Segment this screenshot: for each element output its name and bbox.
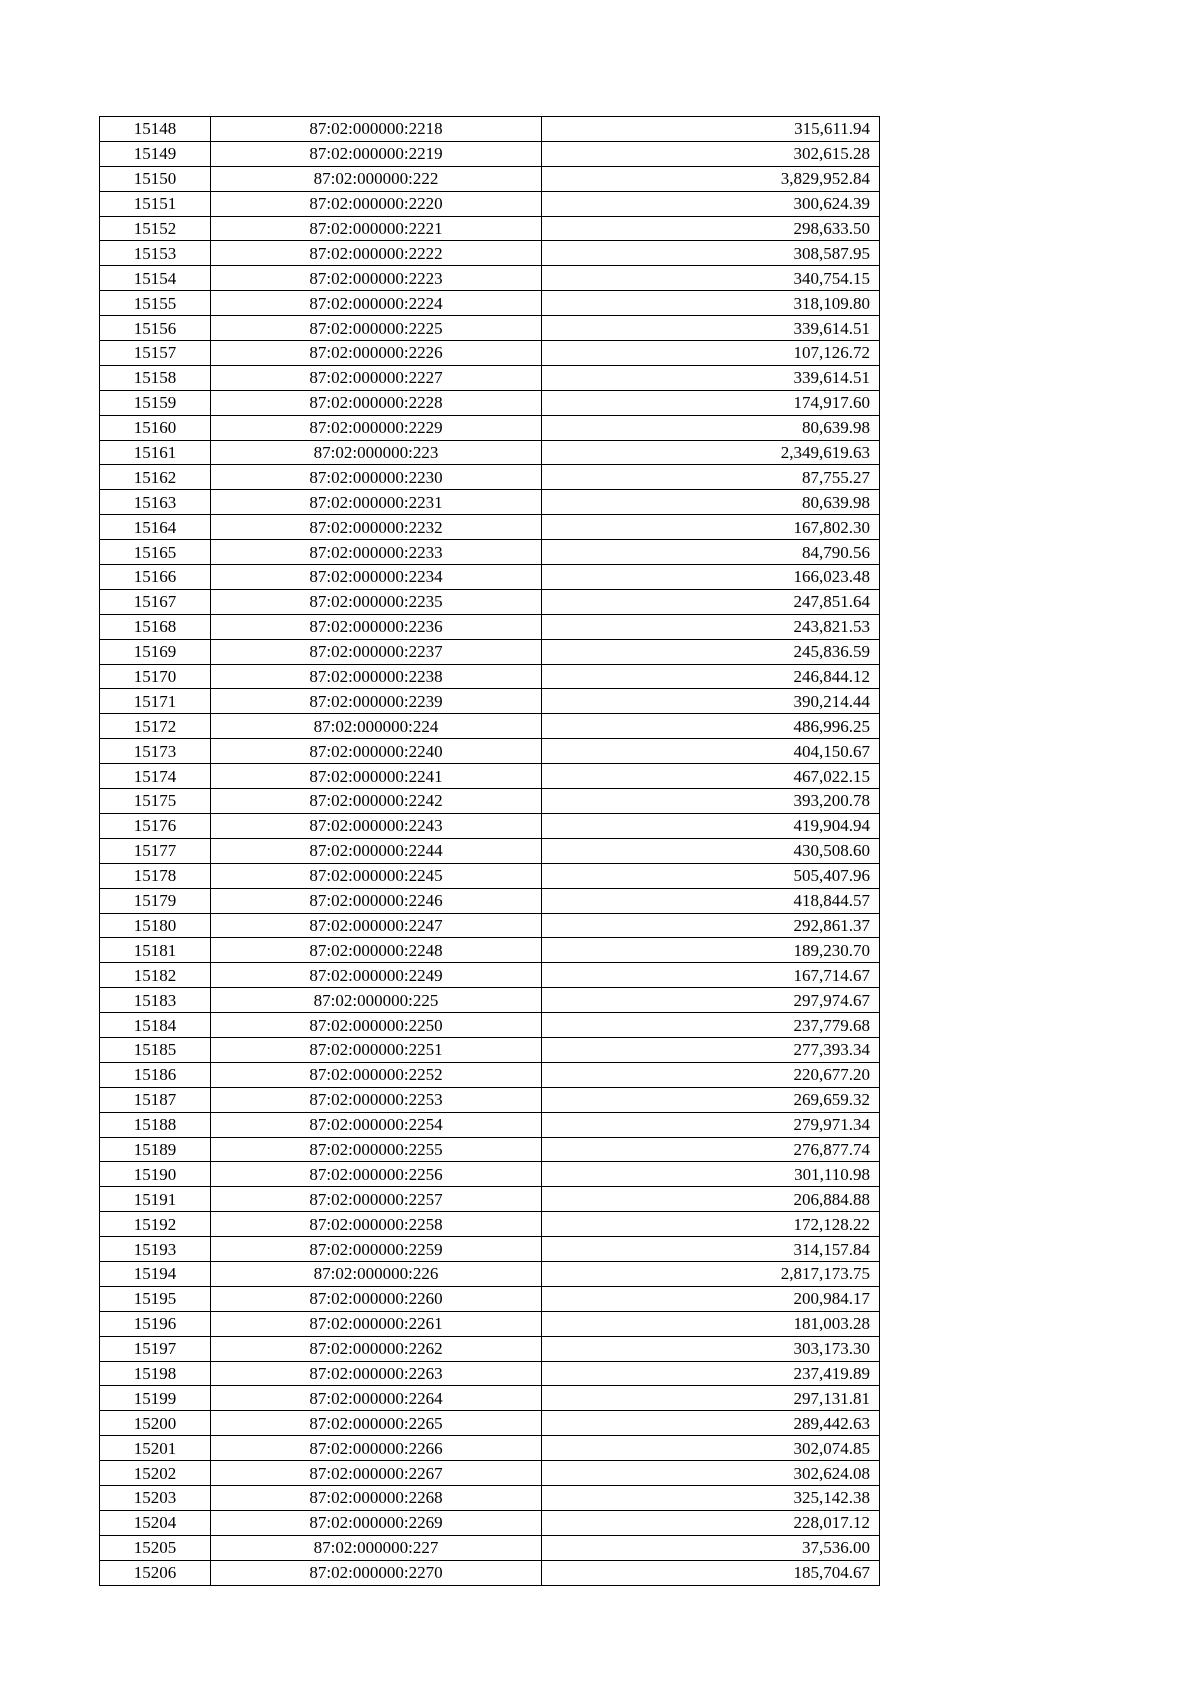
table-row — [100, 1361, 880, 1386]
row-number-cell: 15206 — [100, 1560, 211, 1585]
table-row — [100, 1212, 880, 1237]
row-number-cell: 15186 — [100, 1062, 211, 1087]
cadastral-number-cell: 87:02:000000:2222 — [211, 241, 542, 266]
table-row — [100, 614, 880, 639]
cadastral-number-cell: 87:02:000000:2225 — [211, 316, 542, 341]
cadastral-number-cell: 87:02:000000:2236 — [211, 614, 542, 639]
cadastral-number-cell: 87:02:000000:2242 — [211, 789, 542, 814]
row-number-cell: 15162 — [100, 465, 211, 490]
value-cell: 505,407.96 — [542, 863, 880, 888]
table-row — [100, 589, 880, 614]
value-cell: 3,829,952.84 — [542, 166, 880, 191]
table-row — [100, 1485, 880, 1510]
value-cell: 318,109.80 — [542, 291, 880, 316]
cadastral-number-cell: 87:02:000000:2241 — [211, 764, 542, 789]
cadastral-number-cell: 87:02:000000:223 — [211, 440, 542, 465]
cadastral-number-cell: 87:02:000000:2218 — [211, 117, 542, 142]
value-cell: 172,128.22 — [542, 1212, 880, 1237]
table-row — [100, 1137, 880, 1162]
row-number-cell: 15197 — [100, 1336, 211, 1361]
value-cell: 300,624.39 — [542, 191, 880, 216]
table-row — [100, 1560, 880, 1585]
cadastral-number-cell: 87:02:000000:2268 — [211, 1485, 542, 1510]
cadastral-number-cell: 87:02:000000:226 — [211, 1261, 542, 1286]
cadastral-number-cell: 87:02:000000:2253 — [211, 1087, 542, 1112]
table-row — [100, 1261, 880, 1286]
table-row — [100, 1037, 880, 1062]
table-row — [100, 216, 880, 241]
cadastral-number-cell: 87:02:000000:2269 — [211, 1510, 542, 1535]
value-cell: 2,349,619.63 — [542, 440, 880, 465]
cadastral-number-cell: 87:02:000000:2247 — [211, 913, 542, 938]
cadastral-number-cell: 87:02:000000:2254 — [211, 1112, 542, 1137]
value-cell: 419,904.94 — [542, 813, 880, 838]
value-cell: 279,971.34 — [542, 1112, 880, 1137]
row-number-cell: 15165 — [100, 540, 211, 565]
cadastral-number-cell: 87:02:000000:2249 — [211, 963, 542, 988]
value-cell: 301,110.98 — [542, 1162, 880, 1187]
table-row — [100, 1386, 880, 1411]
value-cell: 167,802.30 — [542, 515, 880, 540]
cadastral-number-cell: 87:02:000000:2230 — [211, 465, 542, 490]
table-row — [100, 664, 880, 689]
table-row — [100, 490, 880, 515]
value-cell: 174,917.60 — [542, 390, 880, 415]
row-number-cell: 15171 — [100, 689, 211, 714]
row-number-cell: 15156 — [100, 316, 211, 341]
cadastral-number-cell: 87:02:000000:2221 — [211, 216, 542, 241]
value-cell: 390,214.44 — [542, 689, 880, 714]
cadastral-number-cell: 87:02:000000:2246 — [211, 888, 542, 913]
row-number-cell: 15204 — [100, 1510, 211, 1535]
value-cell: 314,157.84 — [542, 1237, 880, 1262]
row-number-cell: 15179 — [100, 888, 211, 913]
value-cell: 2,817,173.75 — [542, 1261, 880, 1286]
value-cell: 315,611.94 — [542, 117, 880, 142]
value-cell: 298,633.50 — [542, 216, 880, 241]
cadastral-number-cell: 87:02:000000:2231 — [211, 490, 542, 515]
table-row — [100, 341, 880, 366]
table-row — [100, 241, 880, 266]
row-number-cell: 15195 — [100, 1286, 211, 1311]
value-cell: 269,659.32 — [542, 1087, 880, 1112]
value-cell: 237,779.68 — [542, 1013, 880, 1038]
table-row — [100, 1436, 880, 1461]
table-row — [100, 1112, 880, 1137]
value-cell: 206,884.88 — [542, 1187, 880, 1212]
value-cell: 339,614.51 — [542, 316, 880, 341]
cadastral-number-cell: 87:02:000000:2220 — [211, 191, 542, 216]
row-number-cell: 15175 — [100, 789, 211, 814]
row-number-cell: 15174 — [100, 764, 211, 789]
cadastral-number-cell: 87:02:000000:2250 — [211, 1013, 542, 1038]
cadastral-number-cell: 87:02:000000:2262 — [211, 1336, 542, 1361]
value-cell: 486,996.25 — [542, 714, 880, 739]
value-cell: 166,023.48 — [542, 565, 880, 590]
table-row — [100, 540, 880, 565]
row-number-cell: 15183 — [100, 988, 211, 1013]
row-number-cell: 15170 — [100, 664, 211, 689]
value-cell: 246,844.12 — [542, 664, 880, 689]
table-row — [100, 789, 880, 814]
row-number-cell: 15200 — [100, 1411, 211, 1436]
value-cell: 467,022.15 — [542, 764, 880, 789]
row-number-cell: 15194 — [100, 1261, 211, 1286]
cadastral-number-cell: 87:02:000000:2243 — [211, 813, 542, 838]
row-number-cell: 15178 — [100, 863, 211, 888]
table-row — [100, 1237, 880, 1262]
row-number-cell: 15177 — [100, 838, 211, 863]
row-number-cell: 15172 — [100, 714, 211, 739]
row-number-cell: 15169 — [100, 639, 211, 664]
row-number-cell: 15185 — [100, 1037, 211, 1062]
cadastral-number-cell: 87:02:000000:222 — [211, 166, 542, 191]
table-body — [100, 117, 880, 1586]
value-cell: 325,142.38 — [542, 1485, 880, 1510]
table-row — [100, 1411, 880, 1436]
value-cell: 243,821.53 — [542, 614, 880, 639]
value-cell: 228,017.12 — [542, 1510, 880, 1535]
value-cell: 302,624.08 — [542, 1461, 880, 1486]
table-row — [100, 1461, 880, 1486]
row-number-cell: 15166 — [100, 565, 211, 590]
table-row — [100, 888, 880, 913]
row-number-cell: 15167 — [100, 589, 211, 614]
cadastral-number-cell: 87:02:000000:2240 — [211, 739, 542, 764]
table-row — [100, 1535, 880, 1560]
cadastral-number-cell: 87:02:000000:2238 — [211, 664, 542, 689]
cadastral-number-cell: 87:02:000000:2261 — [211, 1311, 542, 1336]
table-row — [100, 639, 880, 664]
table-row — [100, 863, 880, 888]
cadastral-number-cell: 87:02:000000:2232 — [211, 515, 542, 540]
value-cell: 200,984.17 — [542, 1286, 880, 1311]
cadastral-number-cell: 87:02:000000:2251 — [211, 1037, 542, 1062]
value-cell: 37,536.00 — [542, 1535, 880, 1560]
value-cell: 302,074.85 — [542, 1436, 880, 1461]
cadastral-number-cell: 87:02:000000:2256 — [211, 1162, 542, 1187]
cadastral-number-cell: 87:02:000000:2255 — [211, 1137, 542, 1162]
row-number-cell: 15189 — [100, 1137, 211, 1162]
value-cell: 289,442.63 — [542, 1411, 880, 1436]
row-number-cell: 15173 — [100, 739, 211, 764]
value-cell: 292,861.37 — [542, 913, 880, 938]
row-number-cell: 15188 — [100, 1112, 211, 1137]
row-number-cell: 15159 — [100, 390, 211, 415]
row-number-cell: 15187 — [100, 1087, 211, 1112]
table-row — [100, 515, 880, 540]
row-number-cell: 15182 — [100, 963, 211, 988]
table-row — [100, 166, 880, 191]
value-cell: 308,587.95 — [542, 241, 880, 266]
value-cell: 404,150.67 — [542, 739, 880, 764]
table-row — [100, 739, 880, 764]
cadastral-number-cell: 87:02:000000:2252 — [211, 1062, 542, 1087]
row-number-cell: 15152 — [100, 216, 211, 241]
row-number-cell: 15202 — [100, 1461, 211, 1486]
row-number-cell: 15151 — [100, 191, 211, 216]
value-cell: 393,200.78 — [542, 789, 880, 814]
row-number-cell: 15155 — [100, 291, 211, 316]
row-number-cell: 15157 — [100, 341, 211, 366]
row-number-cell: 15168 — [100, 614, 211, 639]
cadastral-number-cell: 87:02:000000:2229 — [211, 415, 542, 440]
cadastral-number-cell: 87:02:000000:2260 — [211, 1286, 542, 1311]
row-number-cell: 15205 — [100, 1535, 211, 1560]
value-cell: 181,003.28 — [542, 1311, 880, 1336]
table-row — [100, 1013, 880, 1038]
table-row — [100, 141, 880, 166]
row-number-cell: 15154 — [100, 266, 211, 291]
table-row — [100, 1286, 880, 1311]
row-number-cell: 15198 — [100, 1361, 211, 1386]
row-number-cell: 15201 — [100, 1436, 211, 1461]
table-row — [100, 1311, 880, 1336]
value-cell: 84,790.56 — [542, 540, 880, 565]
cadastral-number-cell: 87:02:000000:2267 — [211, 1461, 542, 1486]
cadastral-number-cell: 87:02:000000:224 — [211, 714, 542, 739]
row-number-cell: 15184 — [100, 1013, 211, 1038]
cadastral-number-cell: 87:02:000000:2257 — [211, 1187, 542, 1212]
table-row — [100, 913, 880, 938]
table-row — [100, 1187, 880, 1212]
cadastral-number-cell: 87:02:000000:2233 — [211, 540, 542, 565]
table-row — [100, 714, 880, 739]
table-row — [100, 316, 880, 341]
cadastral-number-cell: 87:02:000000:2226 — [211, 341, 542, 366]
cadastral-number-cell: 87:02:000000:227 — [211, 1535, 542, 1560]
cadastral-number-cell: 87:02:000000:2264 — [211, 1386, 542, 1411]
table-row — [100, 938, 880, 963]
value-cell: 185,704.67 — [542, 1560, 880, 1585]
table-row — [100, 266, 880, 291]
value-cell: 247,851.64 — [542, 589, 880, 614]
row-number-cell: 15180 — [100, 913, 211, 938]
table-row — [100, 689, 880, 714]
cadastral-number-cell: 87:02:000000:2259 — [211, 1237, 542, 1262]
row-number-cell: 15199 — [100, 1386, 211, 1411]
table-row — [100, 813, 880, 838]
cadastral-number-cell: 87:02:000000:2228 — [211, 390, 542, 415]
cadastral-number-cell: 87:02:000000:2266 — [211, 1436, 542, 1461]
value-cell: 80,639.98 — [542, 490, 880, 515]
table-row — [100, 291, 880, 316]
value-cell: 277,393.34 — [542, 1037, 880, 1062]
value-cell: 430,508.60 — [542, 838, 880, 863]
row-number-cell: 15191 — [100, 1187, 211, 1212]
value-cell: 418,844.57 — [542, 888, 880, 913]
cadastral-number-cell: 87:02:000000:2239 — [211, 689, 542, 714]
cadastral-number-cell: 87:02:000000:2245 — [211, 863, 542, 888]
value-cell: 220,677.20 — [542, 1062, 880, 1087]
cadastral-number-cell: 87:02:000000:2234 — [211, 565, 542, 590]
value-cell: 340,754.15 — [542, 266, 880, 291]
cadastral-number-cell: 87:02:000000:2227 — [211, 365, 542, 390]
cadastral-number-cell: 87:02:000000:2237 — [211, 639, 542, 664]
row-number-cell: 15158 — [100, 365, 211, 390]
value-cell: 107,126.72 — [542, 341, 880, 366]
value-cell: 237,419.89 — [542, 1361, 880, 1386]
cadastral-number-cell: 87:02:000000:2244 — [211, 838, 542, 863]
row-number-cell: 15190 — [100, 1162, 211, 1187]
row-number-cell: 15193 — [100, 1237, 211, 1262]
cadastral-number-cell: 87:02:000000:2235 — [211, 589, 542, 614]
row-number-cell: 15176 — [100, 813, 211, 838]
cadastral-number-cell: 87:02:000000:2258 — [211, 1212, 542, 1237]
table-row — [100, 365, 880, 390]
table-row — [100, 764, 880, 789]
value-cell: 303,173.30 — [542, 1336, 880, 1361]
value-cell: 302,615.28 — [542, 141, 880, 166]
table-row — [100, 390, 880, 415]
cadastral-number-cell: 87:02:000000:2219 — [211, 141, 542, 166]
value-cell: 245,836.59 — [542, 639, 880, 664]
row-number-cell: 15161 — [100, 440, 211, 465]
table-row — [100, 440, 880, 465]
table-row — [100, 565, 880, 590]
table-row — [100, 838, 880, 863]
row-number-cell: 15149 — [100, 141, 211, 166]
row-number-cell: 15196 — [100, 1311, 211, 1336]
table-row — [100, 415, 880, 440]
value-cell: 167,714.67 — [542, 963, 880, 988]
cadastral-number-cell: 87:02:000000:2248 — [211, 938, 542, 963]
row-number-cell: 15163 — [100, 490, 211, 515]
table-row — [100, 1162, 880, 1187]
row-number-cell: 15192 — [100, 1212, 211, 1237]
cadastral-number-cell: 87:02:000000:2265 — [211, 1411, 542, 1436]
table-row — [100, 117, 880, 142]
cadastral-number-cell: 87:02:000000:225 — [211, 988, 542, 1013]
table-row — [100, 988, 880, 1013]
data-table — [99, 116, 880, 1586]
table-row — [100, 1510, 880, 1535]
row-number-cell: 15164 — [100, 515, 211, 540]
row-number-cell: 15203 — [100, 1485, 211, 1510]
row-number-cell: 15150 — [100, 166, 211, 191]
table-row — [100, 191, 880, 216]
value-cell: 339,614.51 — [542, 365, 880, 390]
row-number-cell: 15181 — [100, 938, 211, 963]
cadastral-number-cell: 87:02:000000:2223 — [211, 266, 542, 291]
cadastral-number-cell: 87:02:000000:2263 — [211, 1361, 542, 1386]
value-cell: 87,755.27 — [542, 465, 880, 490]
value-cell: 80,639.98 — [542, 415, 880, 440]
row-number-cell: 15153 — [100, 241, 211, 266]
value-cell: 189,230.70 — [542, 938, 880, 963]
table-row — [100, 1062, 880, 1087]
value-cell: 297,131.81 — [542, 1386, 880, 1411]
value-cell: 276,877.74 — [542, 1137, 880, 1162]
value-cell: 297,974.67 — [542, 988, 880, 1013]
table-row — [100, 1336, 880, 1361]
cadastral-number-cell: 87:02:000000:2224 — [211, 291, 542, 316]
row-number-cell: 15160 — [100, 415, 211, 440]
cadastral-number-cell: 87:02:000000:2270 — [211, 1560, 542, 1585]
table-row — [100, 963, 880, 988]
table-row — [100, 465, 880, 490]
table-row — [100, 1087, 880, 1112]
row-number-cell: 15148 — [100, 117, 211, 142]
